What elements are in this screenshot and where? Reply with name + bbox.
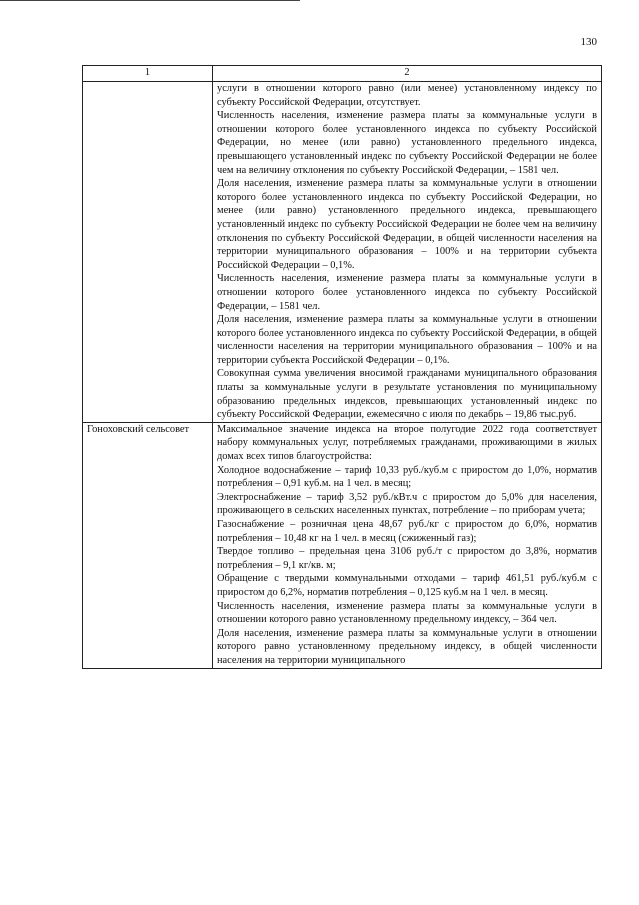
- document-table: [82, 65, 602, 669]
- paragraph: Электроснабжение – тариф 3,52 руб./кВт.ч с приростом до 5,0% для населения, проживающего в сельских населенных пунктах, потребление – по приборам учета;: [217, 491, 597, 517]
- paragraph: Обращение с твердыми коммунальными отходами – тариф 461,51 руб./куб.м с приростом до 6,2%, норматив потребления – 0,125 куб.м на 1 чел. в месяц.: [217, 573, 597, 598]
- paragraph: услуги в отношении которого равно (или менее) установленному индексу по субъекту Российской Федерации, отсутствует.: [217, 83, 597, 108]
- paragraph: Совокупная сумма увеличения вносимой гражданами муниципального образования платы за коммунальные услуги в результате установления по муниципальному образованию предельных индексов, превышающих установленный индекс по субъекту Российской Федерации, ежемесячно с июля по декабрь – 19,86 тыс.руб.: [217, 368, 597, 421]
- paragraph: Максимальное значение индекса на второе полугодие 2022 года соответствует набору коммунальных услуг, потребляемых гражданами, проживающими в жилых домах всех типов благоустройства:: [217, 423, 597, 463]
- column-header-2: 2: [213, 66, 602, 82]
- paragraph: Численность населения, изменение размера платы за коммунальные услуги в отношении которого более установленного индекса по субъекту Российской Федерации, – 1581 чел.: [217, 273, 597, 312]
- table-row: [83, 82, 602, 423]
- paragraph: Газоснабжение – розничная цена 48,67 руб./кг с приростом до 6,0%, норматив потребления – 10,48 кг на 1 чел. в месяц (сжиженный газ);: [217, 519, 597, 544]
- table-header-row: [83, 66, 602, 82]
- paragraph: Холодное водоснабжение – тариф 10,33 руб./куб.м с приростом до 1,0%, норматив потребления – 0,91 куб.м. на 1 чел. в месяц;: [217, 464, 597, 490]
- paragraph: Доля населения, изменение размера платы за коммунальные услуги в отношении которого равно установленному предельному индексу, в общей численности населения на территории муниципального: [217, 627, 597, 666]
- page-number: 130: [580, 36, 597, 48]
- paragraph: Твердое топливо – предельная цена 3106 руб./т с приростом до 3,8%, норматив потребления – 9,1 кг/кв. м;: [217, 546, 597, 571]
- municipality-name: Гоноховский сельсовет: [83, 422, 213, 668]
- municipality-name: [83, 82, 213, 423]
- paragraph: Доля населения, изменение размера платы за коммунальные услуги в отношении которого более установленного индекса по субъекту Российской Федерации, но менее (или равно) установленного предельного индекса, превышающего установленный индекс по субъекту Российской Федерации не более чем на величину отклонения по субъекту Российской Федерации, в общей численности населения на территории муниципального образования – 100% и на территории субъекта Российской Федерации – 0,1%.: [217, 178, 597, 271]
- paragraph: Численность населения, изменение размера платы за коммунальные услуги в отношении которого более установленного индекса по субъекту Российской Федерации, но менее (или равно) установленного предельного индекса, превышающего установленный индекс по субъекту Российской Федерации не более чем на величину отклонения по субъекту Российской Федерации, – 1581 чел.: [217, 110, 597, 176]
- table-row: [83, 422, 602, 668]
- row-description: [213, 82, 602, 423]
- scan-top-edge: [0, 0, 300, 1]
- paragraph: Доля населения, изменение размера платы за коммунальные услуги в отношении которого более установленного индекса по субъекту Российской Федерации, в общей численности населения на территории муниципального образования – 100% и на территории субъекта Российской Федерации – 0,1%.: [217, 314, 597, 366]
- column-header-1: 1: [83, 66, 213, 82]
- paragraph: Численность населения, изменение размера платы за коммунальные услуги в отношении которого равно установленному предельному индексу, – 364 чел.: [217, 600, 597, 626]
- row-description: [213, 422, 602, 668]
